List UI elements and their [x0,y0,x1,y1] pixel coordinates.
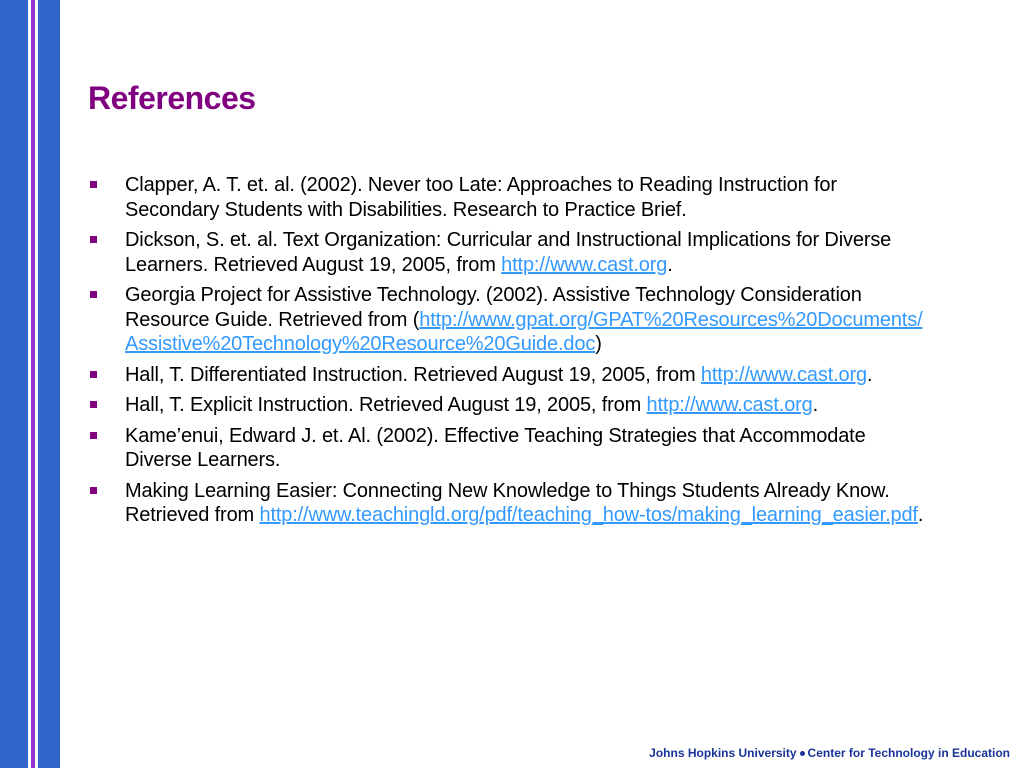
reference-text: Making Learning Easier: Connecting New Knowledge to Things Students Already Know. Retrieved from [125,479,890,526]
reference-suffix: . [917,504,924,526]
reference-suffix: . [812,394,819,416]
reference-text: Georgia Project for Assistive Technology. (2002). Assistive Technology Consideration Resource Guide. Retrieved from ( [125,284,862,331]
slide-title: References [88,80,256,116]
reference-text: Clapper, A. T. et. al. (2002). Never too Late: Approaches to Reading Instruction for Secondary Students with Disabilities. Research to Practice Brief. [125,174,837,221]
reference-item [88,173,928,222]
reference-suffix: . [667,253,673,276]
reference-item [88,283,928,357]
reference-link[interactable]: http://www.cast.org [700,363,867,386]
footer [649,746,1010,760]
square-bullet-icon [90,291,97,298]
reference-suffix: ) [595,333,602,355]
reference-link[interactable]: http://www.gpat.org/GPAT%20Resources%20Documents/Assistive%20Technology%20Resource%20Guide.doc [125,308,923,355]
square-bullet-icon [90,432,97,439]
footer-center: Center for Technology in Education [807,746,1010,760]
footer-university: Johns Hopkins University [649,746,797,760]
reference-link[interactable]: http://www.teachingld.org/pdf/teaching_how-tos/making_learning_easier.pdf [259,504,918,526]
reference-list [88,173,928,534]
square-bullet-icon [90,236,97,243]
dot-separator-icon [800,751,805,756]
square-bullet-icon [90,371,97,378]
reference-text: Kame’enui, Edward J. et. Al. (2002). Effective Teaching Strategies that Accommodate Diverse Learners. [125,424,866,471]
reference-link[interactable]: http://www.cast.org [646,394,813,416]
reference-item [88,363,928,388]
reference-text: Hall, T. Explicit Instruction. Retrieved August 19, 2005, from [125,394,647,416]
reference-text: Dickson, S. et. al. Text Organization: Curricular and Instructional Implications for Diverse Learners. Retrieved August 19, 2005, from [125,229,892,276]
reference-item [88,228,928,277]
reference-item [88,424,928,473]
reference-item [88,393,928,418]
reference-item [88,479,928,528]
square-bullet-icon [90,401,97,408]
square-bullet-icon [90,181,97,188]
square-bullet-icon [90,487,97,494]
reference-suffix: . [867,363,873,386]
left-stripe-blue [38,0,60,768]
left-stripe-blue-wide [0,0,28,768]
reference-text: Hall, T. Differentiated Instruction. Retrieved August 19, 2005, from [125,363,701,386]
reference-link[interactable]: http://www.cast.org [501,253,668,276]
